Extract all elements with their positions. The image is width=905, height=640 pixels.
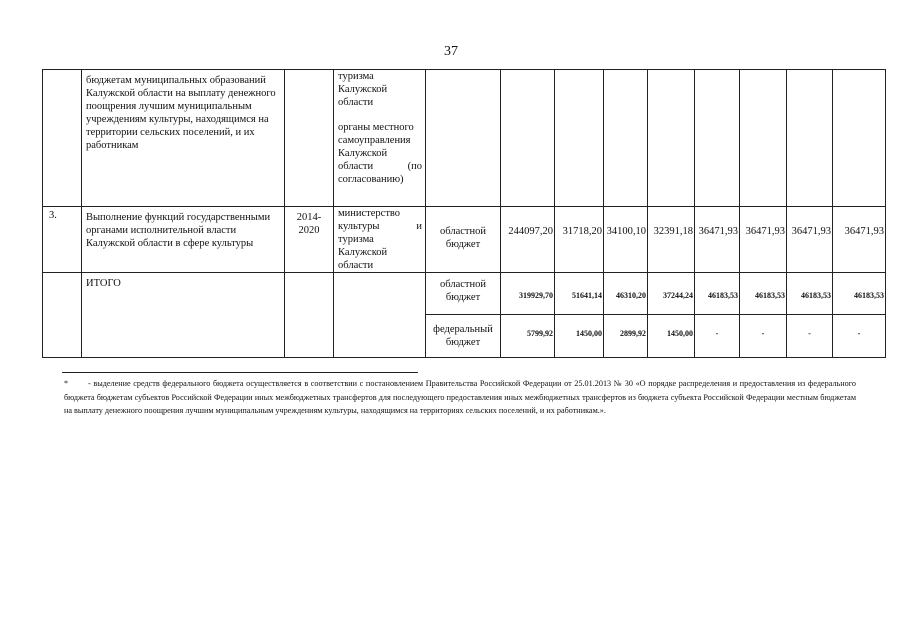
footnote-marker: * [64,379,69,388]
executor-text: туризма Калужской области [338,71,388,108]
source-cell [426,70,501,207]
value-cell: 36471,93 [740,207,787,273]
table-row [43,70,886,207]
value-cell: 5799,92 [501,315,555,358]
value-cell: 31718,20 [555,207,604,273]
row-number-cell [43,70,82,207]
executor-text: области (по [338,161,422,172]
row-number-cell [43,273,82,358]
value-cell: 1450,00 [555,315,604,358]
value-cell: 34100,10 [604,207,648,273]
value-cell [695,70,740,207]
value-cell: - [695,315,740,358]
years-cell [285,273,334,358]
value-cell: 46183,53 [833,273,886,315]
value-cell: 244097,20 [501,207,555,273]
value-cell: 36471,93 [833,207,886,273]
value-cell: 46310,20 [604,273,648,315]
executor-text: органы местного самоуправления Калужской [338,122,414,159]
executor-cell [334,273,426,358]
value-cell: - [740,315,787,358]
value-cell: 319929,70 [501,273,555,315]
value-cell [555,70,604,207]
program-funding-table [42,69,886,358]
years-cell [285,70,334,207]
executor-text: туризма Калужской области [338,234,388,271]
executor-text: согласованию) [338,174,404,185]
executor-cell [334,207,426,273]
value-cell: - [787,315,833,358]
value-cell [604,70,648,207]
value-cell: 36471,93 [787,207,833,273]
activity-name-cell: бюджетам муниципальных образований Калужской области на выплату денежного поощрения лучшим муниципальным учреждениям культуры, находящимся на территории сельских поселений, и их работникам [82,70,285,207]
value-cell: 46183,53 [787,273,833,315]
value-cell: 2899,92 [604,315,648,358]
value-cell [787,70,833,207]
total-label-cell: ИТОГО [82,273,285,358]
source-cell: областной бюджет [426,273,501,315]
footnote-separator [62,372,418,373]
value-cell: 51641,14 [555,273,604,315]
value-cell: 46183,53 [740,273,787,315]
value-cell [648,70,695,207]
value-cell [501,70,555,207]
executor-cell [334,70,426,207]
table-row [43,273,886,315]
value-cell: - [833,315,886,358]
executor-text: культуры и [338,221,422,232]
value-cell: 36471,93 [695,207,740,273]
value-cell: 32391,18 [648,207,695,273]
activity-name-cell: Выполнение функций государственными органами исполнительной власти Калужской области в сфере культуры [82,207,285,273]
value-cell [833,70,886,207]
footnote [64,377,856,418]
table-row [43,207,886,273]
source-cell: областной бюджет [426,207,501,273]
value-cell: 1450,00 [648,315,695,358]
value-cell: 46183,53 [695,273,740,315]
executor-text: министерство [338,208,401,219]
row-number-cell: 3. [43,207,82,273]
source-cell: федеральный бюджет [426,315,501,358]
page-number: 37 [444,44,458,59]
years-cell: 2014-2020 [285,207,334,273]
value-cell: 37244,24 [648,273,695,315]
value-cell [740,70,787,207]
footnote-text: - выделение средств федерального бюджета осуществляется в соответствии с постановлением Правительства Российской Федерации от 25.01.2013 № 30 «О порядке распределения и предоставления из федерального бюджета бюджетам субъектов Российской Федерации иных межбюджетных трансфертов для последующего предоставления иных межбюджетных трансфертов из бюджета субъекта Российской Федерации местным бюджетам на выплату денежного поощрения лучшим муниципальным учреждениям культуры, находящимся на территориях сельских поселений, и их работникам.». [64,379,856,415]
